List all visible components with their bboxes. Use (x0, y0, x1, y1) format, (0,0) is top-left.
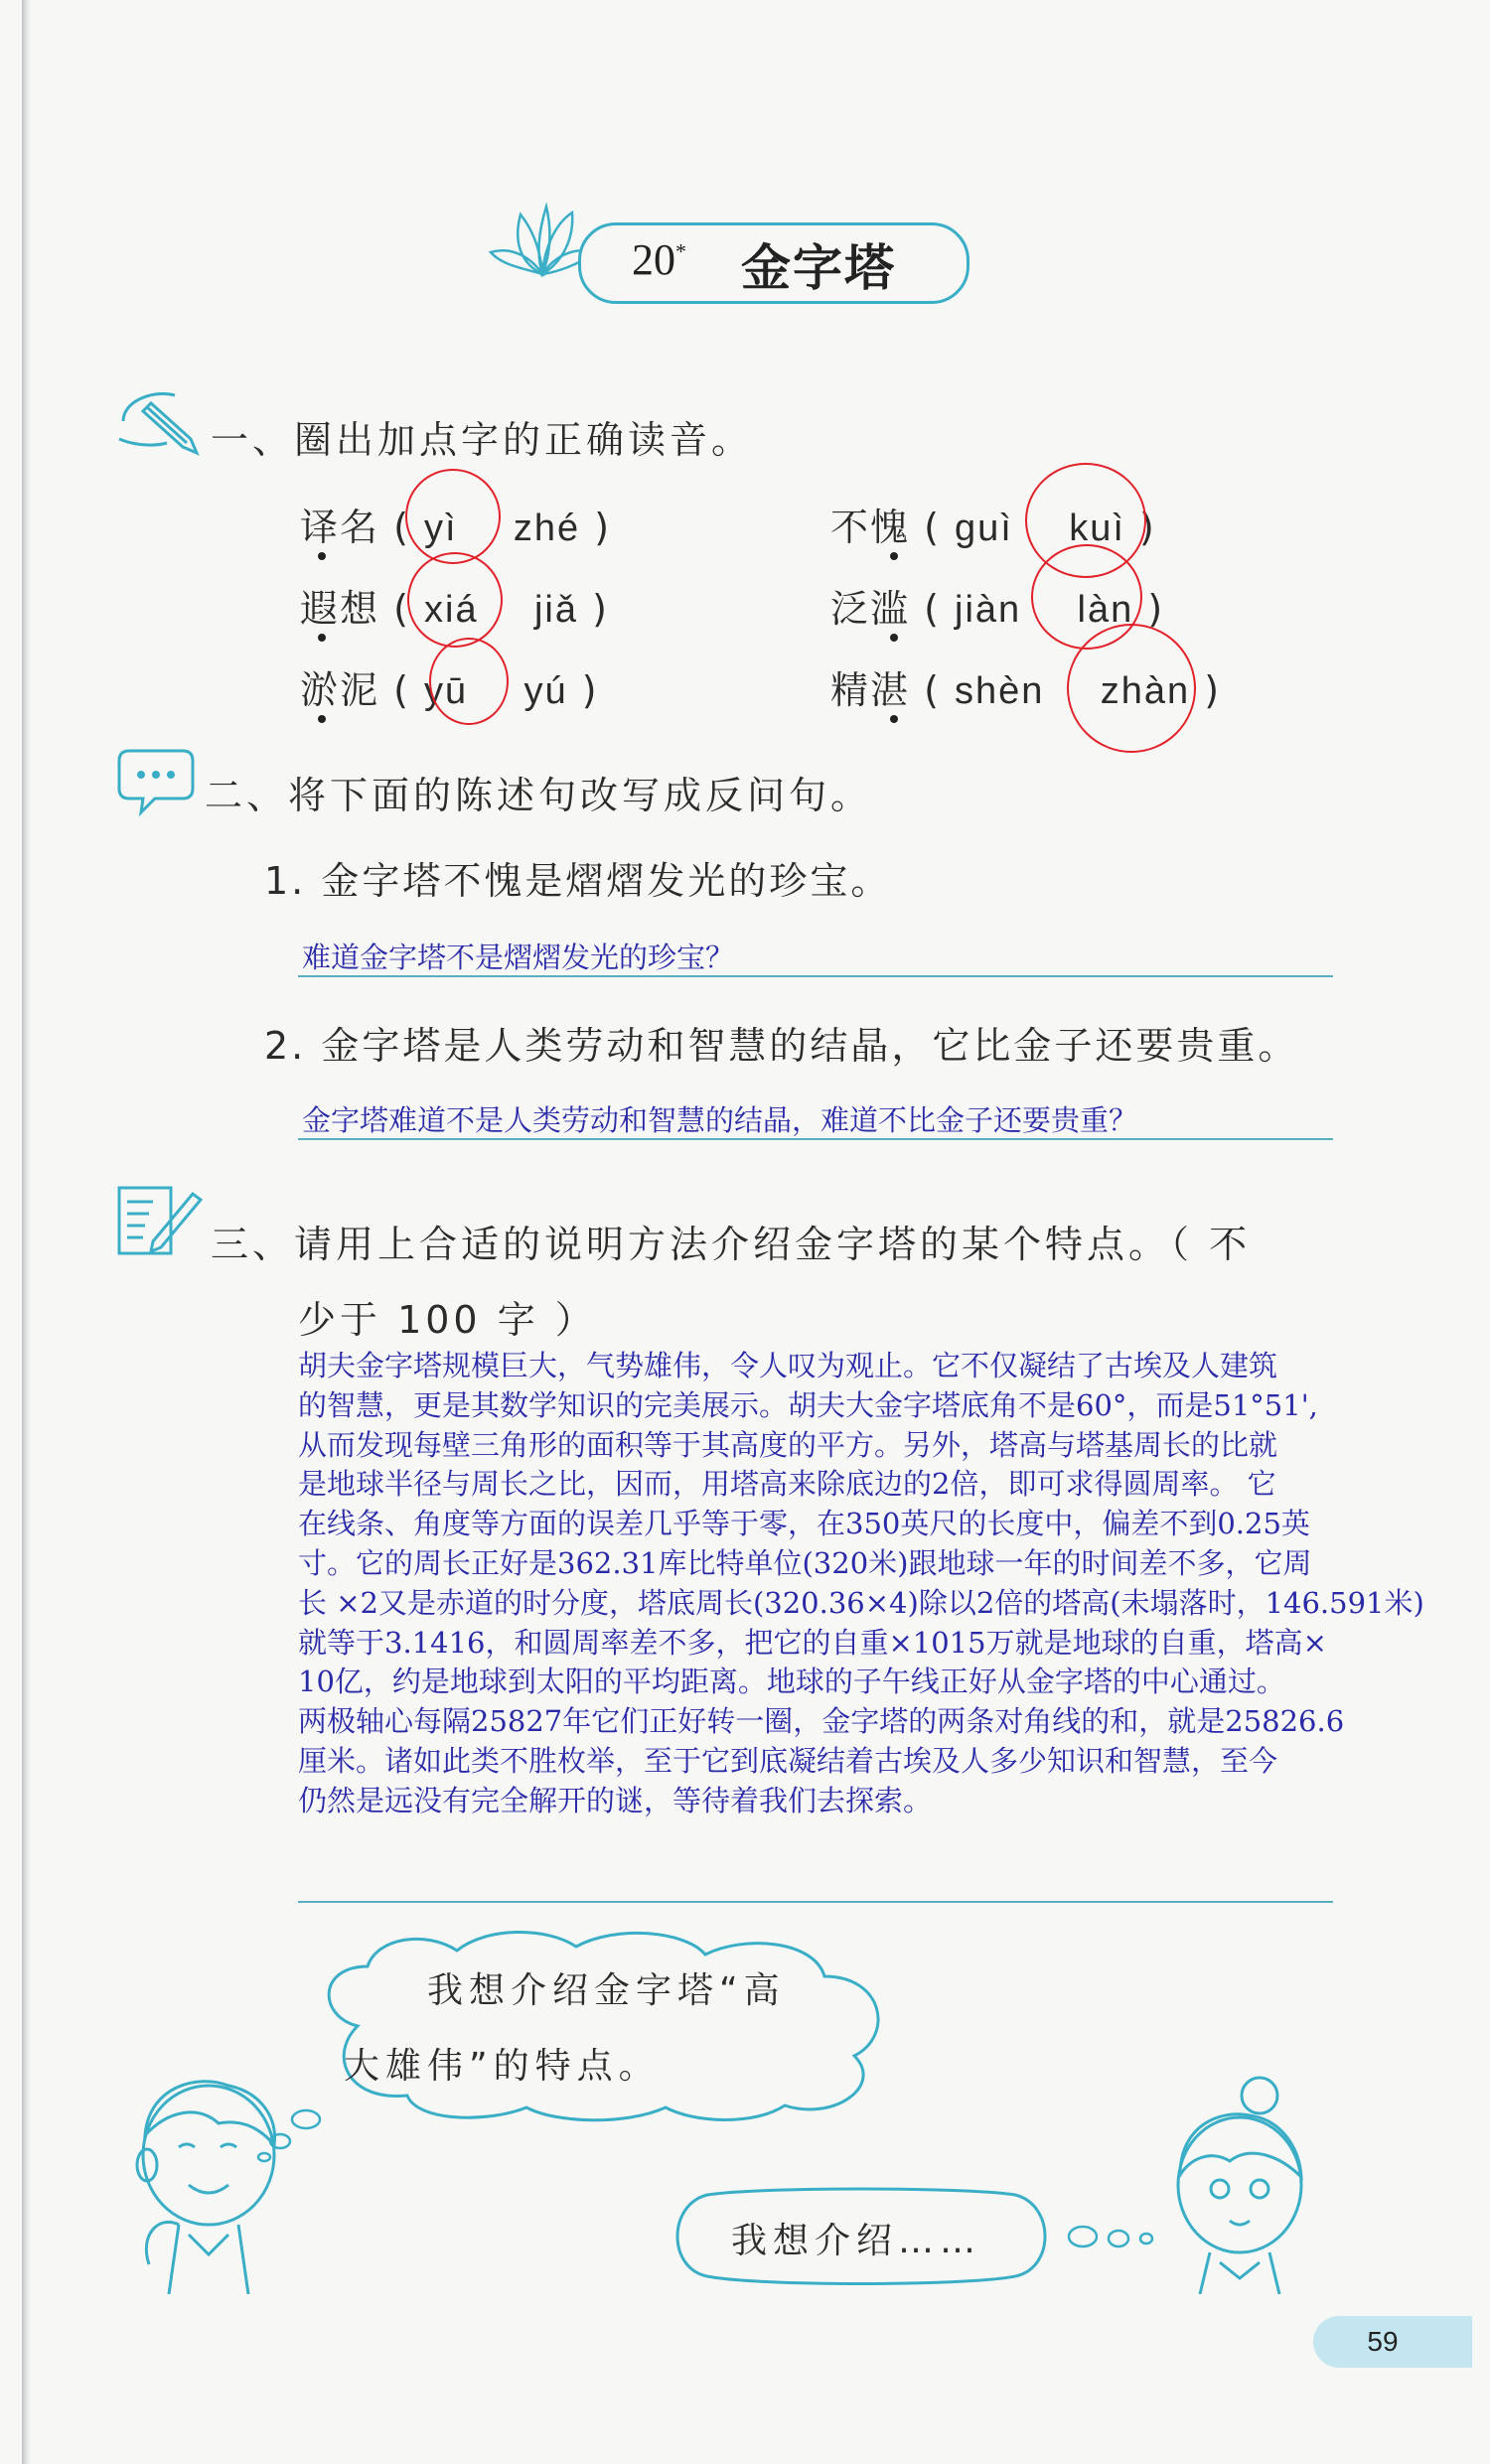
question-1: 1. 金字塔不愧是熠熠发光的珍宝。 (264, 859, 892, 903)
note-pen-icon (113, 1184, 205, 1261)
emphasis-dot (318, 715, 326, 723)
boy-speech-line1: 我想介绍金字塔“高 (427, 1970, 786, 2011)
answer-line (298, 1901, 1333, 1903)
lesson-number: 20* (632, 235, 686, 284)
item-yiming: 译名 ( yì zhé ) (300, 506, 612, 549)
section2-title: 二、将下面的陈述句改写成反问句。 (205, 774, 873, 817)
question-2: 2. 金字塔是人类劳动和智慧的结晶，它比金子还要贵重。 (264, 1024, 1299, 1068)
answer-1: 难道金字塔不是熠熠发光的珍宝？ (302, 941, 735, 974)
section3-title-line2: 少于 100 字 ） (298, 1298, 597, 1342)
essay-line: 就等于3.1416，和圆周率差不多，把它的自重×1015万就是地球的自重，塔高× (298, 1625, 1327, 1660)
essay-line: 仍然是远没有完全解开的谜，等待着我们去探索。 (298, 1783, 933, 1817)
essay-line: 的智慧，更是其数学知识的完美展示。胡夫大金字塔底角不是60°，而是51°51', (298, 1387, 1318, 1422)
essay-line: 胡夫金字塔规模巨大，气势雄伟，令人叹为观止。它不仅凝结了古埃及人建筑 (298, 1349, 1278, 1382)
essay-line: 10亿，约是地球到太阳的平均距离。地球的子午线正好从金字塔的中心通过。 (298, 1665, 1285, 1699)
girl-speech: 我想介绍…… (731, 2221, 982, 2261)
emphasis-dot (318, 552, 326, 560)
lesson-title: 金字塔 (741, 239, 896, 297)
item-fanlan: 泛滥 ( jiàn làn ) (830, 587, 1165, 631)
boy-speech-line2: 大雄伟”的特点。 (344, 2046, 661, 2087)
section3-title-line1: 三、请用上合适的说明方法介绍金字塔的某个特点。（ 不 (211, 1223, 1252, 1266)
section1-title: 一、圈出加点字的正确读音。 (211, 418, 754, 462)
essay-line: 寸。它的周长正好是362.31库比特单位(320米)跟地球一年的时间差不多，它周 (298, 1545, 1312, 1580)
essay-line: 是地球半径与周长之比，因而，用塔高来除底边的2倍，即可求得圆周率。 它 (298, 1467, 1276, 1502)
answer-circle-yu (429, 638, 509, 725)
item-xiaxiang: 遐想 ( xiá jiǎ ) (300, 587, 609, 631)
emphasis-dot (890, 552, 898, 560)
item-bukui: 不愧 ( guì kuì ) (830, 506, 1156, 549)
pencil-icon (113, 381, 207, 461)
item-yuni: 淤泥 ( yū yú ) (300, 668, 599, 712)
book-spine (22, 0, 32, 2464)
emphasis-dot (890, 715, 898, 723)
item-jingzhan: 精湛 ( shèn zhàn ) (830, 668, 1222, 712)
answer-circle-zhan (1067, 624, 1196, 753)
answer-circle-yi (405, 469, 501, 564)
answer-line (298, 1138, 1333, 1140)
essay-line: 厘米。诸如此类不胜枚举，至于它到底凝结着古埃及人多少知识和智慧，至今 (298, 1743, 1278, 1778)
thought-cloud (298, 1927, 914, 2125)
answer-line (298, 975, 1333, 977)
emphasis-dot (890, 634, 898, 642)
essay-line: 从而发现每壁三角形的面积等于其高度的平方。另外，塔高与塔基周长的比就 (298, 1427, 1278, 1462)
essay-line: 在线条、角度等方面的误差几乎等于零，在350英尺的长度中，偏差不到0.25英 (298, 1507, 1310, 1541)
girl-illustration (1140, 2066, 1339, 2294)
essay-line: 长 ×2又是赤道的时分度，塔底周长(320.36×4)除以2倍的塔高(未塌落时，146.591米) (298, 1585, 1424, 1620)
answer-circle-xia (407, 552, 503, 648)
emphasis-dot (318, 634, 326, 642)
answer-2: 金字塔难道不是人类劳动和智慧的结晶，难道不比金子还要贵重？ (302, 1103, 1138, 1137)
essay-line: 两极轴心每隔25827年它们正好转一圈，金字塔的两条对角线的和，就是25826.6 (298, 1704, 1345, 1739)
page-number: 59 (1313, 2316, 1472, 2368)
speech-bubble-icon (115, 747, 197, 820)
essay-answer (298, 1347, 1480, 1821)
boy-illustration (109, 2066, 308, 2294)
